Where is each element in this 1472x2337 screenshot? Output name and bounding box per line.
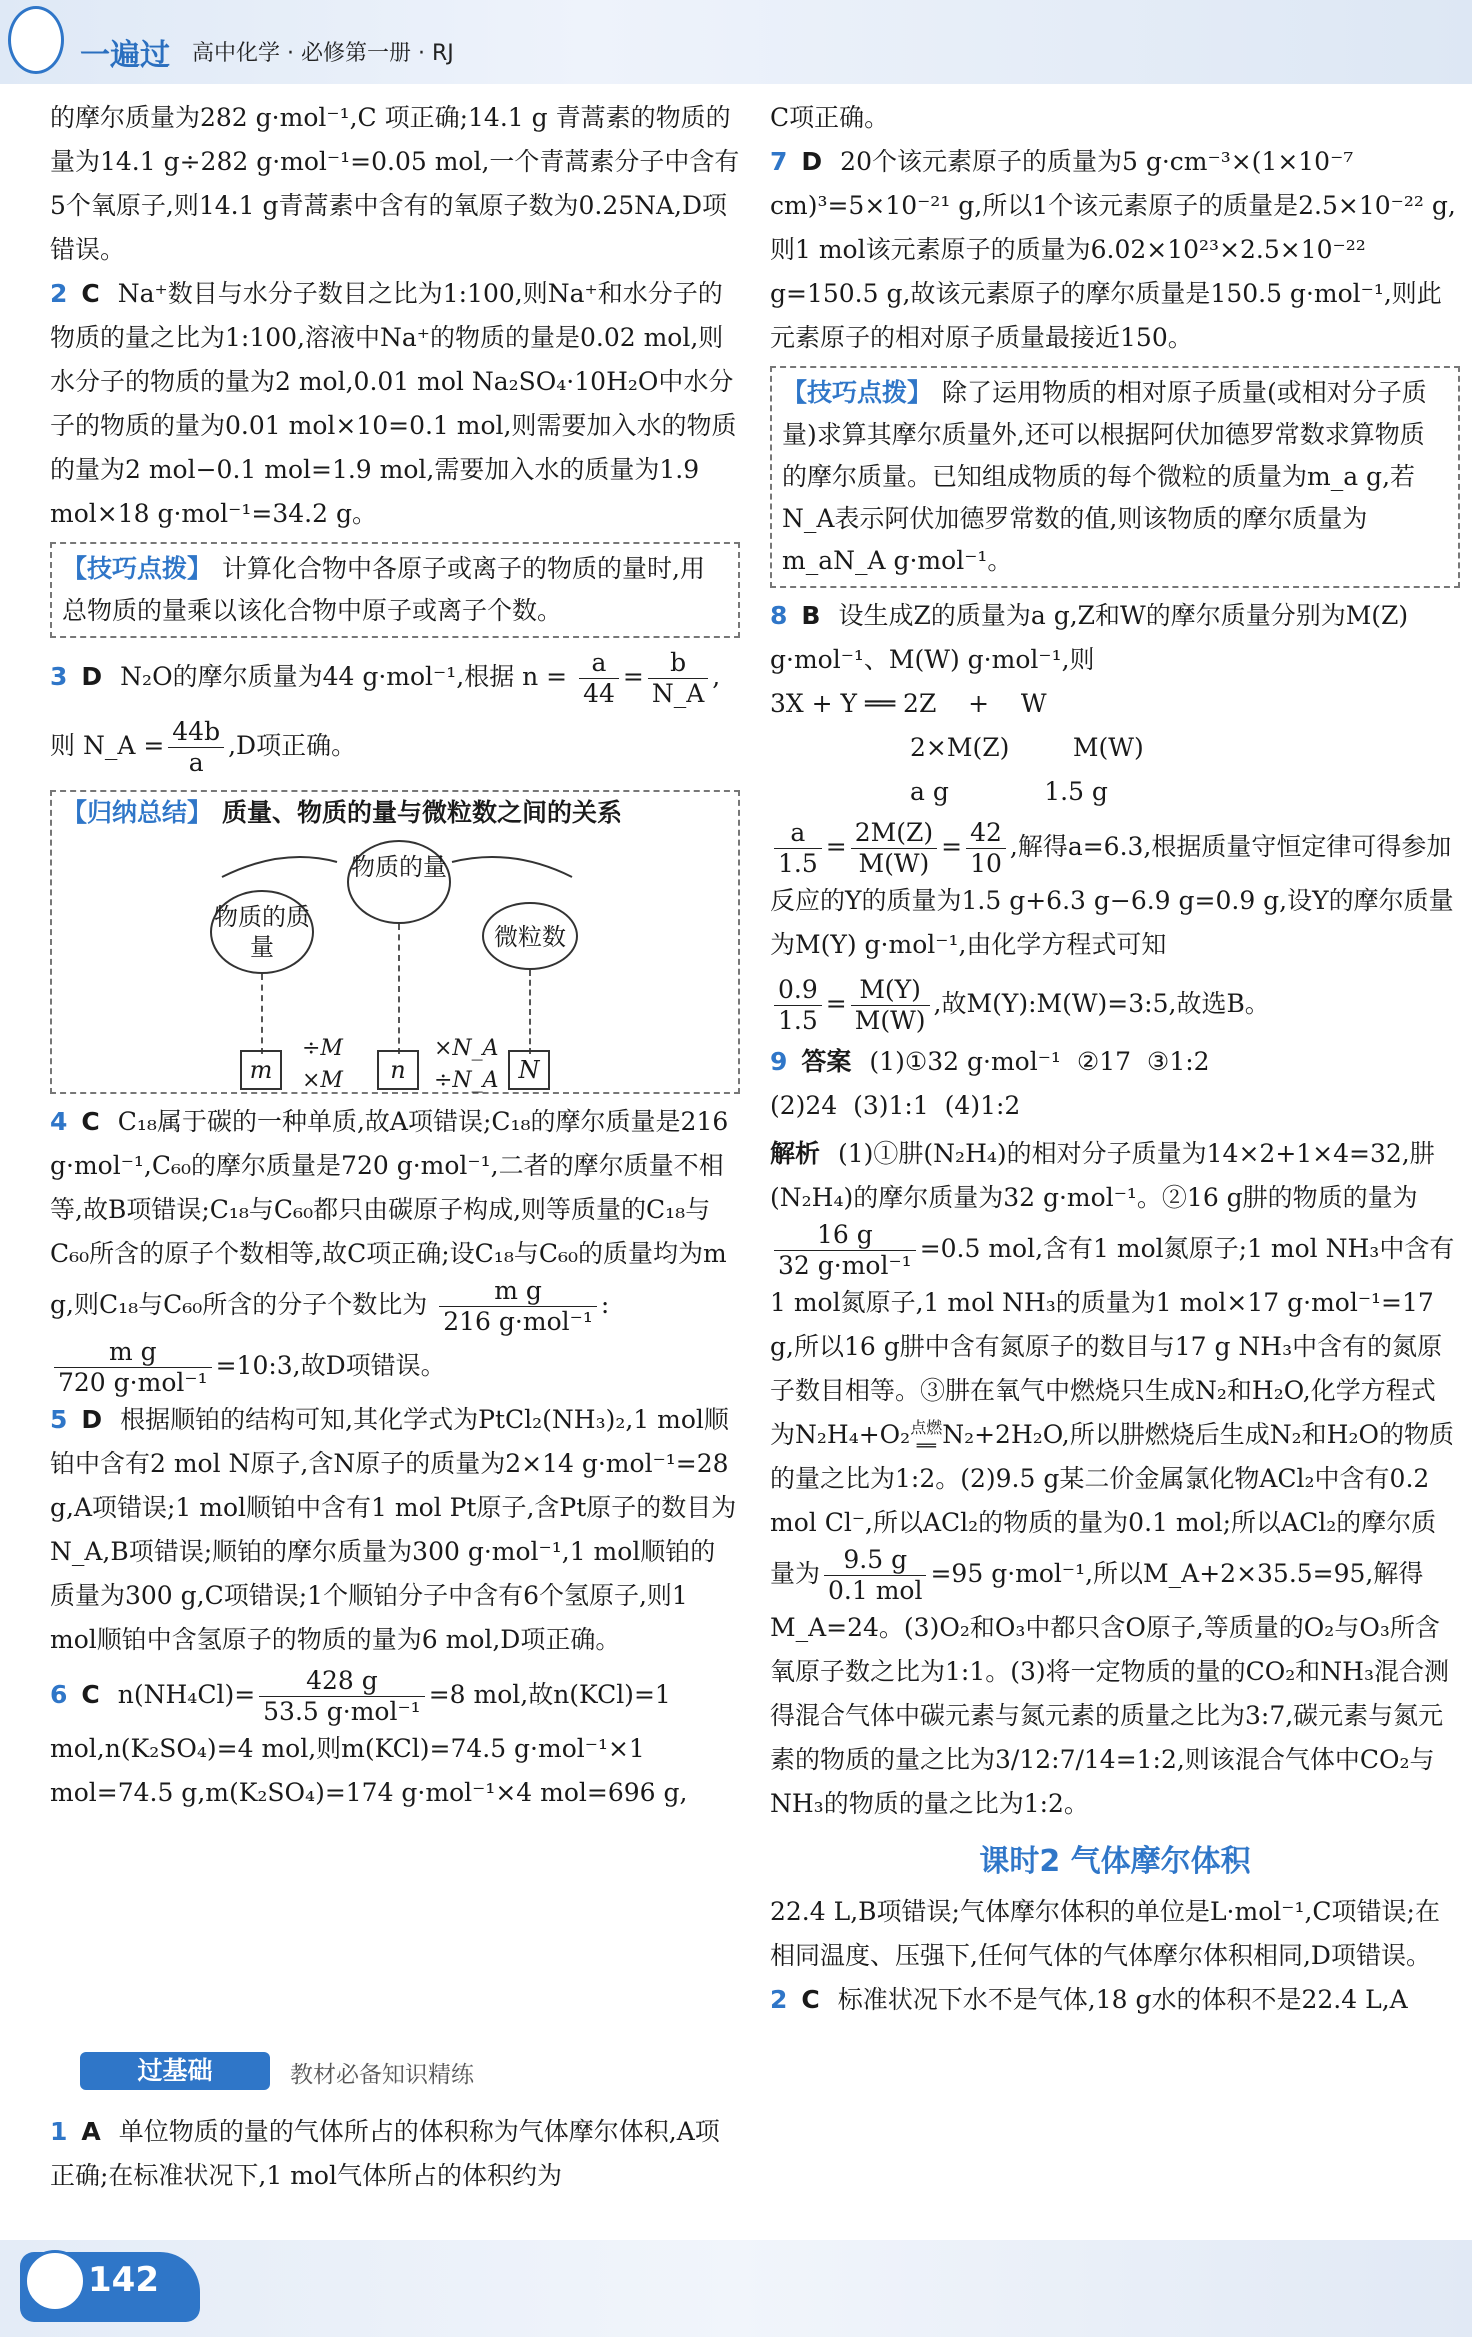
denominator: 720 g·mol⁻¹	[58, 1368, 208, 1397]
tip-tag: 【技巧点拨】	[782, 378, 933, 407]
mascot-icon	[24, 2250, 86, 2312]
text: =0.5 mol,含有1 mol氮原子;1 mol NH₃中含有1 mol氮原子,1 mol NH₃的质量为1 mol×17 g·mol⁻¹=17 g,所以16 g肼中含有氮原子的数目与17 g NH₃中含有的氮原子数目相等。③肼在氧气中燃烧只生成N₂和H₂O,化学方程式为N₂H₄+O₂	[770, 1234, 1455, 1449]
fraction	[648, 648, 708, 709]
m-box: m	[240, 1050, 282, 1090]
right-arc	[452, 857, 572, 877]
text: =10:3,故D项错误。	[215, 1351, 446, 1380]
question-3: 3 D N₂O的摩尔质量为44 g·mol⁻¹,根据 n = $\frac{a}{44}$ = $\frac{b}{N\_A}$ ,	[50, 648, 721, 708]
question-text: 20个该元素原子的质量为5 g·cm⁻³×(1×10⁻⁷ cm)³=5×10⁻²¹ g,所以1个该元素原子的质量是2.5×10⁻²² g,则1 mol该元素原子的质量为6.02×10²³×2.5×10⁻²² g=150.5 g,故该元素原子的摩尔质量是150.5 g·mol⁻¹,则此元素原子的相对原子质量最接近150。	[770, 147, 1456, 352]
answer-letter: D	[801, 147, 823, 176]
numerator: a	[579, 648, 619, 679]
paragraph: 22.4 L,B项错误;气体摩尔体积的单位是L·mol⁻¹,C项错误;在相同温度、压强下,任何气体的气体摩尔体积相同,D项错误。	[770, 1897, 1440, 1970]
paragraph: C项正确。	[770, 103, 890, 132]
question-text: 设生成Z的质量为a g,Z和W的摩尔质量分别为M(Z) g·mol⁻¹、M(W) g·mol⁻¹,则	[770, 601, 1409, 674]
fraction	[774, 818, 822, 879]
text: =8 mol,故n(KCl)=1 mol,n(K₂SO₄)=4 mol,则m(KCl)=74.5 g·mol⁻¹×1 mol=74.5 g,m(K₂SO₄)=174 g·mol⁻¹×4 mol=696 g,	[50, 1680, 688, 1807]
answer-letter: D	[81, 1405, 103, 1434]
question-text: N₂O的摩尔质量为44 g·mol⁻¹,根据 n =	[120, 662, 568, 691]
equation-line: 2×M(Z) M(W)	[910, 733, 1144, 762]
denominator: 1.5	[778, 849, 818, 878]
question-text: Na⁺数目与水分子数目之比为1:100,则Na⁺和水分子的物质的量之比为1:100,溶液中Na⁺的物质的量是0.02 mol,则水分子的物质的量为2 mol,0.01 mol Na₂SO₄·10H₂O中水分子的物质的量为0.01 mol×10=0.1 mol,则需要加入水的物质的量为2 mol−0.1 mol=1.9 mol,需要加入水的质量为1.9 mol×18 g·mol⁻¹=34.2 g。	[50, 279, 737, 528]
fraction	[774, 1220, 916, 1281]
fraction	[851, 818, 937, 879]
question-8	[770, 594, 1460, 682]
tip-tag: 【技巧点拨】	[62, 554, 213, 583]
answer-letter: B	[801, 601, 821, 630]
question-text: 单位物质的量的气体所占的体积称为气体摩尔体积,A项正确;在标准状况下,1 mol气体所占的体积约为	[50, 2117, 720, 2190]
particles-ellipse	[482, 902, 578, 970]
denominator: a	[188, 748, 204, 777]
fraction	[966, 818, 1006, 879]
question-8-cont: $\frac{a}{1.5}$ = $\frac{2M(Z)}{M(W)}$ = $\frac{42}{10}$ ,解得a=6.3,根据质量守恒定律可得参加反应的Y的质量为1.5 g+6.3 g−6.9 g=0.9 g,设Y的摩尔质量为M(Y) g·mol⁻¹,由化学方程式可知	[770, 818, 1454, 959]
numerator: 16 g	[774, 1220, 916, 1251]
colon: :	[600, 1290, 610, 1319]
tip-box	[50, 542, 740, 638]
equation-line: 3X + Y ══ 2Z + W	[770, 689, 1047, 718]
text: =95 g·mol⁻¹,所以M_A+2×35.5=95,解得M_A=24。(3)O₂和O₃中都只含O原子,等质量的O₂与O₃所含氧原子数之比为1:1。(3)将一定物质的量的CO₂和NH₃混合测得混合气体中碳元素与氮元素的质量之比为3:7,碳元素与氮元素的物质的量之比为3/12:7/14=1:2,则该混合气体中CO₂与NH₃的物质的量之比为1:2。	[770, 1559, 1449, 1818]
question-text: C₁₈属于碳的一种单质,故A项错误;C₁₈的摩尔质量是216 g·mol⁻¹,C₆₀的摩尔质量是720 g·mol⁻¹,二者的摩尔质量不相等,故B项错误;C₁₈与C₆₀都只由碳原子构成,则等质量的C₁₈与C₆₀所含的原子个数相等,故C项正确;设C₁₈与C₆₀的质量均为m g,则C₁₈与C₆₀所含的分子个数比为	[50, 1107, 729, 1319]
denominator: 10	[970, 849, 1002, 878]
divide-NA: ÷N_A	[434, 1068, 499, 1093]
fraction	[259, 1666, 425, 1727]
question-number: 7	[770, 147, 788, 176]
answer-label: 答案	[801, 1047, 852, 1076]
question-5	[50, 1398, 740, 1662]
question-number: 4	[50, 1107, 68, 1136]
numerator: 42	[966, 818, 1006, 849]
question-number: 6	[50, 1680, 68, 1709]
denominator: M(W)	[858, 849, 930, 878]
question-text: 根据顺铂的结构可知,其化学式为PtCl₂(NH₃)₂,1 mol顺铂中含有2 mol N原子,含N原子的质量为2×14 g·mol⁻¹=28 g,A项错误;1 mol顺铂中含有1 mol Pt原子,含Pt原子的数目为N_A,B项错误;顺铂的摩尔质量为300 g·mol⁻¹,1 mol顺铂的质量为300 g,C项错误;1个顺铂分子中含有6个氢原子,则1 mol顺铂中含氢原子的物质的量为6 mol,D项正确。	[50, 1405, 737, 1654]
dashed-line	[261, 974, 263, 1054]
question-text: 标准状况下水不是气体,18 g水的体积不是22.4 L,A	[837, 1985, 1408, 2014]
divide-M: ÷M	[302, 1036, 343, 1061]
numerator: 44b	[168, 717, 224, 748]
question-number: 3	[50, 662, 68, 691]
basic-question-1	[50, 2110, 740, 2198]
numerator: a	[774, 818, 822, 849]
denominator: 216 g·mol⁻¹	[443, 1307, 593, 1336]
particles-label: 微粒数	[494, 923, 566, 951]
question-number: 9	[770, 1047, 788, 1076]
page-header	[0, 0, 1472, 84]
left-column	[50, 96, 740, 1819]
answer-letter: C	[801, 1985, 820, 2014]
summary-title: 质量、物质的量与微粒数之间的关系	[222, 798, 623, 827]
numerator: 0.9	[774, 975, 822, 1006]
section-label	[50, 2048, 740, 2094]
question-4	[50, 1100, 740, 1398]
fraction	[774, 975, 822, 1036]
question-number: 2	[770, 1985, 788, 2014]
paragraph: 的摩尔质量为282 g·mol⁻¹,C 项正确;14.1 g 青蒿素的物质的量为14.1 g÷282 g·mol⁻¹=0.05 mol,一个青蒿素分子中含有5个氧原子,则14.1 g青蒿素中含有的氧原子数为0.25NA,D项错误。	[50, 103, 740, 264]
text: ,解得a=6.3,根据质量守恒定律可得参加反应的Y的质量为1.5 g+6.3 g−6.9 g=0.9 g,设Y的摩尔质量为M(Y) g·mol⁻¹,由化学方程式可知	[770, 832, 1454, 959]
left-column-bottom	[50, 2110, 740, 2198]
brand-title: 一遍过	[80, 38, 170, 73]
mole-label: 物质的量	[351, 853, 447, 881]
numerator: 2M(Z)	[851, 818, 937, 849]
tip-text: 除了运用物质的相对原子质量(或相对分子质量)求算其摩尔质量外,还可以根据阿伏加德罗常数求算物质的摩尔质量。已知组成物质的每个微粒的质量为m_a g,若N_A表示阿伏加德罗常数的值,则该物质的摩尔质量为m_aN_A g·mol⁻¹。	[782, 378, 1427, 575]
answer-letter: D	[81, 662, 103, 691]
tip-box	[770, 366, 1460, 588]
question-number: 2	[50, 279, 68, 308]
question-3-cont	[50, 713, 740, 782]
n-box: n	[377, 1050, 419, 1090]
text: ,D项正确。	[228, 731, 357, 760]
condition-label: 点燃	[910, 1417, 943, 1437]
fraction	[579, 648, 619, 709]
summary-tag: 【归纳总结】	[62, 798, 213, 827]
numerator: 428 g	[259, 1666, 425, 1697]
analysis	[770, 1128, 1460, 1830]
lesson-title: 课时2 气体摩尔体积	[979, 1844, 1251, 1879]
fraction	[439, 1276, 597, 1337]
summary-diagram	[50, 790, 740, 1094]
denominator: M(W)	[854, 1006, 926, 1035]
question-9	[770, 1040, 1460, 1084]
equals-sign: =	[622, 662, 644, 691]
mass-ellipse	[210, 890, 314, 974]
mass-label: 物质的质量	[214, 903, 310, 961]
N-box: N	[508, 1050, 550, 1090]
question-number: 5	[50, 1405, 68, 1434]
base-label-desc: 教材必备知识精练	[290, 2062, 474, 2088]
left-arc	[222, 857, 337, 877]
text: N₂+2H₂O,所以肼燃烧后生成N₂和H₂O的物质的量之比为1:2。(2)9.5 g某二价金属氯化物ACl₂中含有0.2 mol Cl⁻,所以ACl₂的物质的量为0.1 mol;所以ACl₂的摩尔质量为	[770, 1420, 1454, 1588]
numerator: 9.5 g	[824, 1545, 926, 1576]
answer-letter: C	[81, 1680, 100, 1709]
text: n(NH₄Cl)=	[117, 1680, 256, 1709]
fraction	[54, 1337, 212, 1398]
question-8-end: $\frac{0.9}{1.5}$ = $\frac{M(Y)}{M(W)}$ ,故M(Y):M(W)=3:5,故选B。	[770, 971, 1460, 1040]
right-column	[770, 96, 1460, 2022]
denominator: 44	[583, 679, 615, 708]
numerator: M(Y)	[851, 975, 930, 1006]
base-label-pill: 过基础	[80, 2052, 270, 2090]
connector-arcs	[52, 792, 738, 1092]
mole-ellipse	[347, 840, 451, 924]
text: 则 N_A =	[50, 731, 165, 760]
page-footer	[0, 2240, 1472, 2337]
answer-line: (2)24 (3)1:1 (4)1:2	[770, 1091, 1021, 1120]
answer-letter: C	[81, 279, 100, 308]
question-number: 1	[50, 2117, 68, 2146]
answer-text: (1)①32 g·mol⁻¹ ②17 ③1:2	[869, 1047, 1210, 1076]
fraction	[851, 975, 930, 1036]
times-M: ×M	[302, 1068, 343, 1093]
fraction	[168, 717, 224, 778]
text: (1)①肼(N₂H₄)的相对分子质量为14×2+1×4=32,肼(N₂H₄)的摩尔质量为32 g·mol⁻¹。②16 g肼的物质的量为	[770, 1139, 1435, 1212]
question-number: 8	[770, 601, 788, 630]
numerator: m g	[439, 1276, 597, 1307]
page-number: 142	[88, 2260, 159, 2300]
fraction	[824, 1545, 926, 1606]
dashed-line	[529, 970, 531, 1054]
numerator: b	[648, 648, 708, 679]
answer-letter: C	[81, 1107, 100, 1136]
denominator: 32 g·mol⁻¹	[778, 1251, 912, 1280]
basic-question-2	[770, 1978, 1460, 2022]
question-6	[50, 1662, 740, 1819]
denominator: N_A	[651, 679, 705, 708]
text: ,故M(Y):M(W)=3:5,故选B。	[933, 989, 1270, 1018]
mascot-icon	[8, 6, 64, 74]
analysis-label: 解析	[770, 1139, 821, 1168]
question-2	[50, 272, 740, 536]
book-subtitle: 高中化学 · 必修第一册 · RJ	[192, 41, 454, 66]
times-NA: ×N_A	[434, 1036, 499, 1061]
numerator: m g	[54, 1337, 212, 1368]
answer-letter: A	[81, 2117, 101, 2146]
denominator: 1.5	[778, 1006, 818, 1035]
question-7	[770, 140, 1460, 360]
dashed-line	[398, 924, 400, 1054]
denominator: 0.1 mol	[828, 1576, 923, 1605]
reaction-condition: 点燃 ══	[910, 1417, 943, 1455]
equation-line: a g 1.5 g	[910, 777, 1108, 806]
tip-text: 计算化合物中各原子或离子的物质的量时,用总物质的量乘以该化合物中原子或离子个数。	[62, 554, 705, 625]
denominator: 53.5 g·mol⁻¹	[263, 1697, 421, 1726]
